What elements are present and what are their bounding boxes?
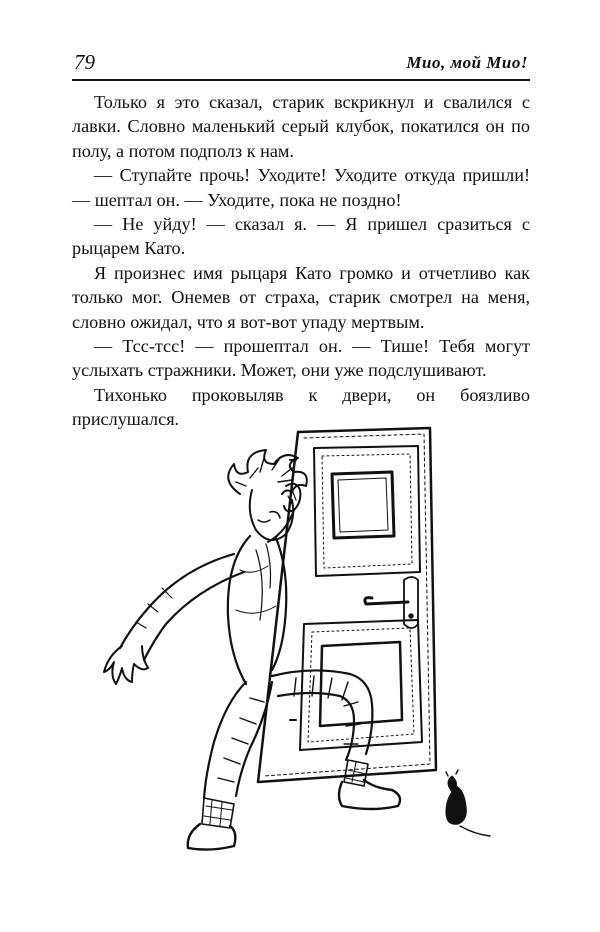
illustration — [100, 420, 520, 860]
page-number: 79 — [74, 50, 95, 74]
paragraph: Только я это сказал, старик вскрикнул и свалился с лавки. Словно маленький серый клубок, покатился он по полу, а потом подполз к нам. — [72, 92, 530, 161]
body-text — [72, 90, 530, 432]
paragraph: Я произнес имя рыцаря Като громко и отчетливо как только мог. Онемев от страха, старик смотрел на меня, словно ожидал, что я вот-вот упаду мертвым. — [72, 262, 530, 332]
old-man — [104, 450, 400, 850]
paragraph: — Не уйду! — сказал я. — Я пришел сразиться с рыцарем Като. — [72, 214, 530, 259]
mouse — [446, 770, 490, 836]
paragraph: — Ступайте прочь! Уходите! Уходите откуда пришли! — шептал он. — Уходите, пока не поздно! — [72, 165, 530, 210]
header-rule — [72, 79, 530, 81]
running-title: Мио, мой Мио! — [406, 53, 528, 72]
paragraph: — Тсс-тсс! — прошептал он. — Тише! Тебя могут услыхать стражники. Может, они уже подслушивают. — [72, 336, 530, 381]
paragraph: Тихонько проковыляв к двери, он боязливо прислушался. — [72, 384, 530, 430]
illustration-drawing — [100, 420, 520, 860]
